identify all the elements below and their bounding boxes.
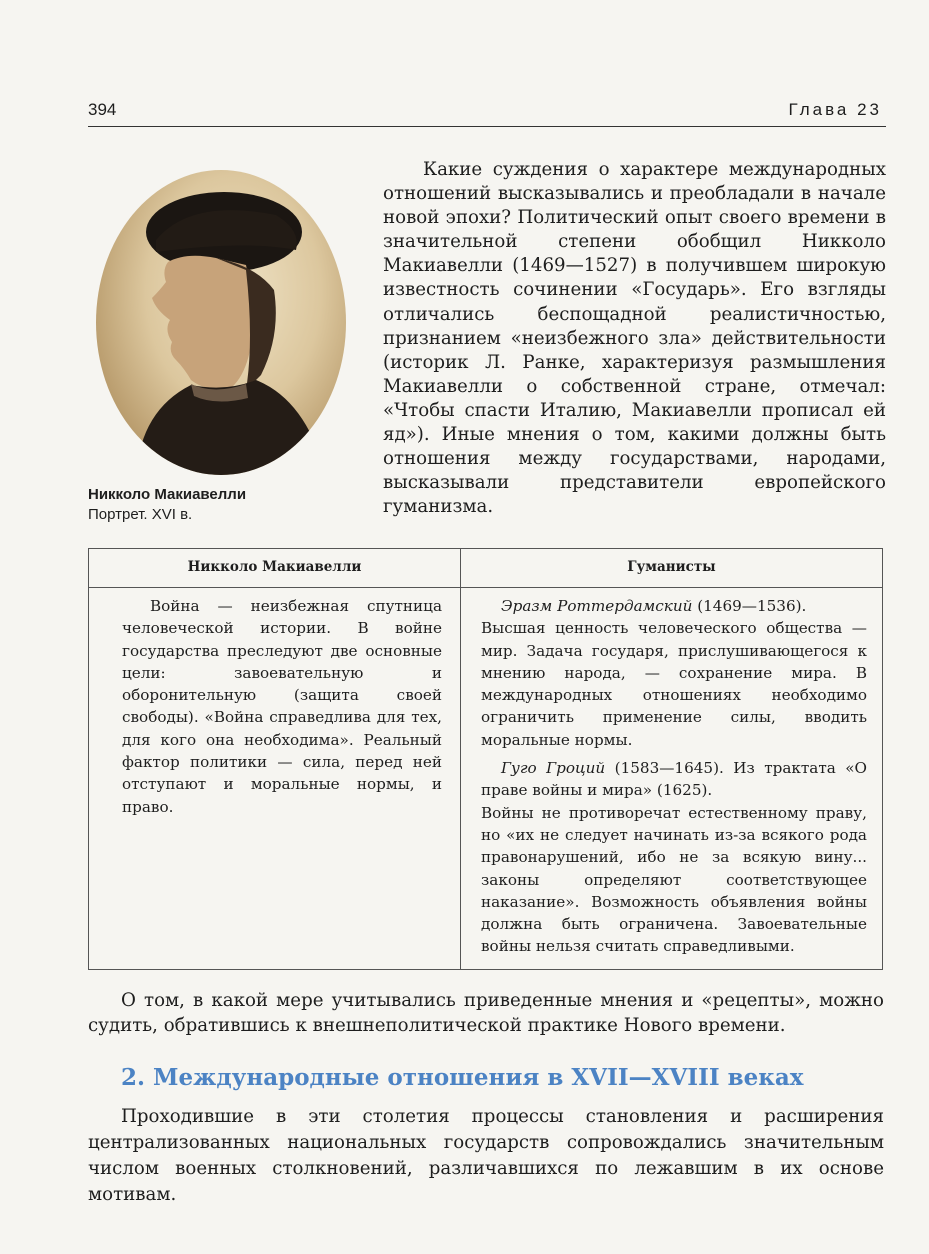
grotius-text: Войны не противоречат естественному праву, но «их не следует начинать из-за всякого рода правонарушений, ибо не за всякую вину... законы определяют соответствующее наказание». Возможность объявления войны должна быть ограничена. Завоевательные войны нельзя считать справедливыми. — [481, 803, 867, 956]
chapter-title: Глава 23 — [788, 100, 882, 119]
after-table-paragraph — [88, 988, 884, 1038]
section-title: 2. Международные отношения в XVII—XVIII веках — [121, 1064, 804, 1091]
erasmus-heading — [481, 595, 867, 617]
portrait-image — [96, 170, 346, 475]
portrait-caption — [88, 485, 368, 525]
section-body — [88, 1104, 884, 1208]
page-header — [88, 98, 886, 127]
table-cell-humanists — [481, 595, 867, 958]
erasmus-years: (1469—1536). — [692, 597, 807, 615]
grotius-heading — [481, 757, 867, 802]
portrait-name: Никколо Макиавелли — [88, 486, 247, 503]
table-header-machiavelli: Никколо Макиавелли — [187, 559, 362, 575]
erasmus-text: Высшая ценность человеческого общества — мир. Задача государя, прислушивающегося к мнению народа, — сохранение мира. В международных отношениях необходимо ограничить применение силы, вводить моральные нормы. — [481, 619, 867, 749]
table-divider — [460, 549, 461, 969]
erasmus-name: Эразм Роттердамский — [501, 597, 693, 615]
table-header-row — [89, 549, 882, 588]
table-cell-machiavelli — [122, 595, 442, 818]
page-number: 394 — [88, 100, 117, 119]
table-header-humanists: Гуманисты — [627, 559, 716, 575]
comparison-table — [88, 548, 883, 970]
section-body-text: Проходившие в эти столетия процессы становления и расширения централизованных национальных государств сопровождались значительным числом военных столкновений, различавшихся по лежавшим в их основе мотивам. — [88, 1106, 884, 1205]
grotius-years: (1583—1645). Из трактата «О праве войны и мира» (1625). — [481, 759, 867, 800]
intro-text: Какие суждения о характере международных отношений высказывались и преобладали в начале новой эпохи? Политический опыт своего времени в значительной степени обобщил Никколо Макиавелли (1469—1527) в получившем широкую известность сочинении «Государь». Его взгляды отличались беспощадной реалистичностью, признанием «неизбежного зла» действительности (историк Л. Ранке, характеризуя размышления Макиавелли о собственной стране, отмечал: «Чтобы спасти Италию, Макиавелли прописал ей яд»). Иные мнения о том, какими должны быть отношения между государствами, народами, высказывали представители европейского гуманизма. — [383, 159, 886, 518]
intro-paragraph — [383, 158, 886, 519]
portrait-subcaption: Портрет. XVI в. — [88, 506, 193, 523]
grotius-name: Гуго Гроций — [501, 759, 606, 778]
after-table-text: О том, в какой мере учитывались приведенные мнения и «рецепты», можно судить, обратившись к внешнеполитической практике Нового времени. — [88, 990, 884, 1036]
machiavelli-text: Война — неизбежная спутница человеческой истории. В войне государства преследуют две основные цели: завоевательную и оборонительную (защита своей свободы). «Война справедлива для тех, для кого она необходима». Реальный фактор политики — сила, перед ней отступают и моральные нормы, и право. — [122, 597, 442, 816]
